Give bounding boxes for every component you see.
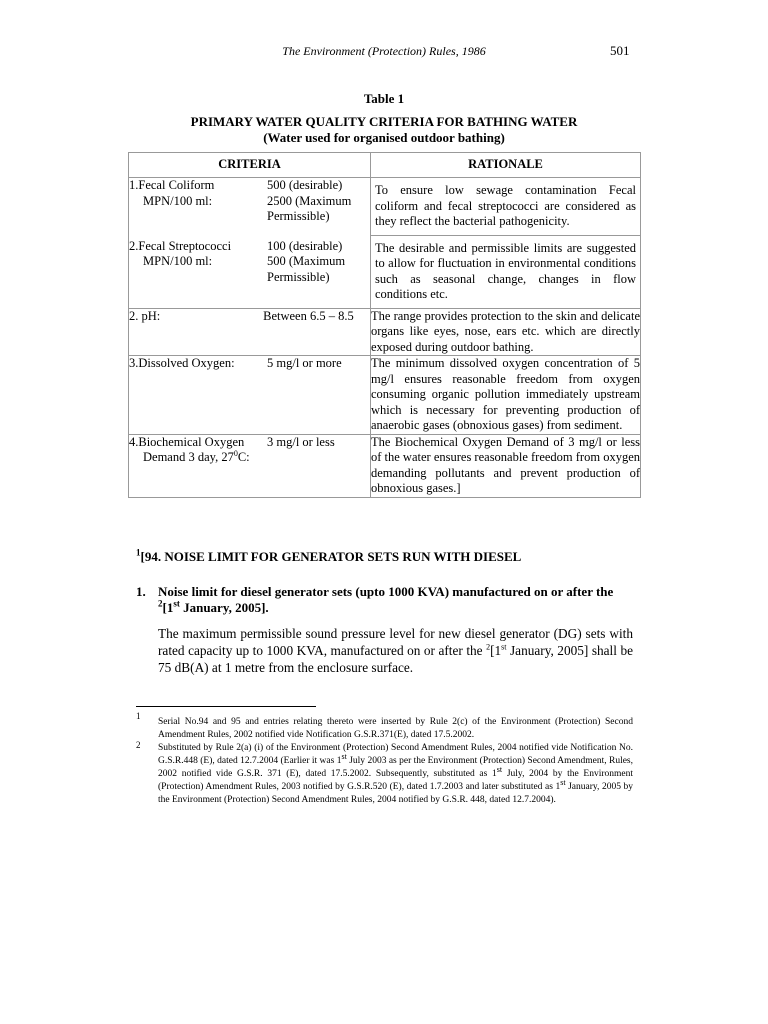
footnote-2 <box>158 742 633 807</box>
superscript: st <box>496 764 503 774</box>
footnote-1: Serial No.94 and 95 and entries relating thereto were inserted by Rule 2(c) of the Environment (Protection) Second Amendment Rules, 2002 notified vide Notification G.S.R.371(E), dated 17.5.2002. <box>158 717 633 740</box>
criteria-value: Permissible) <box>267 209 330 223</box>
footnote-text: July 2003 as per the Environment (Protection) Second Amendment, Rules, 2002 notified vide G.S.R. 371 (E), dated 17.5.2002. Subsequently, substituted as 1 <box>158 756 633 779</box>
table-title-main: PRIMARY WATER QUALITY CRITERIA FOR BATHING WATER <box>190 114 578 129</box>
footnote-divider <box>136 706 316 707</box>
criteria-value: 3 mg/l or less <box>267 434 335 449</box>
rationale-cell <box>371 178 641 309</box>
criteria-value: Permissible) <box>267 269 330 284</box>
clause-heading <box>136 584 636 616</box>
clause-heading-text: [1 <box>162 600 174 615</box>
criteria-cell <box>129 308 371 356</box>
table-row <box>129 308 641 356</box>
table-row <box>129 356 641 435</box>
footnote-ref[interactable]: 2 <box>486 642 491 652</box>
criteria-value: 500 (Maximum <box>267 254 346 268</box>
criteria-cell <box>129 434 371 497</box>
clause-number: 1. <box>136 584 146 599</box>
table-row <box>129 178 641 309</box>
rationale-text: To ensure low sewage contamination Fecal coliform and fecal streptococci are considered as they reflect the bacterial pathogenicity. <box>371 178 640 236</box>
superscript: st <box>560 777 566 787</box>
rationale-text: The Biochemical Oxygen Demand of 3 mg/l or less of the water ensures reasonable freedom from oxygen demanding pollutants and prevent production of obnoxious gases.] <box>371 434 640 495</box>
footnote-mark: 2 <box>136 740 141 750</box>
criteria-value: 2500 (Maximum <box>267 193 352 208</box>
footnote-ref[interactable]: 2 <box>158 598 163 609</box>
footnote-text: July, 2004 by the Environment (Protection) Amendment Rules, 2003 notified by G.S.R.520 (E), dated 1.7.2003 and later substituted as 1 <box>158 769 633 792</box>
criteria-cell <box>129 178 371 309</box>
criteria-name: 4.Biochemical Oxygen <box>129 434 245 449</box>
criteria-unit <box>129 450 267 466</box>
superscript: 0 <box>233 448 238 458</box>
criteria-name: 2.Fecal Streptococci <box>129 238 232 253</box>
superscript: st <box>501 642 507 652</box>
table-title-subtitle: (Water used for organised outdoor bathing) <box>263 130 505 145</box>
clause-body-text: The maximum permissible sound pressure level for new diesel generator (DG) sets with rated capacity up to 1000 KVA, manufactured on or after the <box>158 626 633 658</box>
page-number: 501 <box>610 43 630 58</box>
clause-body-text: January, 2005] shall be 75 dB(A) at 1 metre from the enclosure surface. <box>158 643 633 675</box>
criteria-unit: MPN/100 ml: <box>143 254 213 268</box>
section-heading-text: [94. NOISE LIMIT FOR GENERATOR SETS RUN WITH DIESEL <box>140 549 522 564</box>
section-heading <box>136 549 521 565</box>
criteria-table <box>128 152 641 498</box>
clause-body <box>158 625 633 676</box>
criteria-unit: MPN/100 ml: <box>143 193 213 208</box>
criteria-unit-text: Demand 3 day, 27 <box>143 450 234 464</box>
footnote-text: Substituted by Rule 2(a) (i) of the Environment (Protection) Second Amendment Rules, 2004 notified vide Notification No. G.S.R.448 (E), dated 12.7.2004 (Earlier it was 1 <box>158 743 633 766</box>
clause-body-text: [1 <box>490 643 502 658</box>
superscript: st <box>173 598 180 609</box>
criteria-cell <box>129 356 371 435</box>
clause-heading-text: January, 2005]. <box>179 600 269 615</box>
table-title <box>0 114 768 146</box>
running-header: The Environment (Protection) Rules, 1986 <box>282 44 486 58</box>
footnote-text: January, 2005 by the Environment (Protection) Second Amendment Rules, 2004 notified by G.S.R. 448, dated 12.7.2004). <box>158 782 634 805</box>
criteria-value: 5 mg/l or more <box>267 356 342 370</box>
footnote-ref[interactable]: 1 <box>136 547 141 558</box>
rationale-text: The minimum dissolved oxygen concentration of 5 mg/l ensures reasonable freedom from oxygen consuming organic pollution immediately upstream which is necessary for preventing production of anaerobic gases (obnoxious gases) from sediment. <box>371 356 640 432</box>
criteria-name: 3.Dissolved Oxygen: <box>129 356 235 370</box>
rationale-text: The desirable and permissible limits are suggested to allow for fluctuation in environmental conditions such as seasonal change, changes in flow conditions etc. <box>375 240 636 301</box>
table-header-row <box>129 153 641 178</box>
column-header-criteria: CRITERIA <box>129 153 371 178</box>
table-label: Table 1 <box>363 91 405 106</box>
superscript: st <box>341 751 347 761</box>
criteria-value: 100 (desirable) <box>267 238 343 253</box>
column-header-rationale: RATIONALE <box>371 153 641 178</box>
rationale-text: The range provides protection to the skin and delicate organs like eyes, nose, ears etc. which are directly exposed during outdoor bathing. <box>371 308 640 354</box>
footnote-mark: 1 <box>136 711 141 721</box>
clause-heading-text: Noise limit for diesel generator sets (upto 1000 KVA) manufactured on or after the <box>158 584 614 599</box>
table-row <box>129 434 641 497</box>
criteria-name: 1.Fecal Coliform <box>129 178 215 192</box>
criteria-value: Between 6.5 – 8.5 <box>263 308 354 323</box>
criteria-value: 500 (desirable) <box>267 178 343 192</box>
criteria-name: 2. pH: <box>129 308 161 323</box>
criteria-unit-text: C: <box>237 450 250 464</box>
